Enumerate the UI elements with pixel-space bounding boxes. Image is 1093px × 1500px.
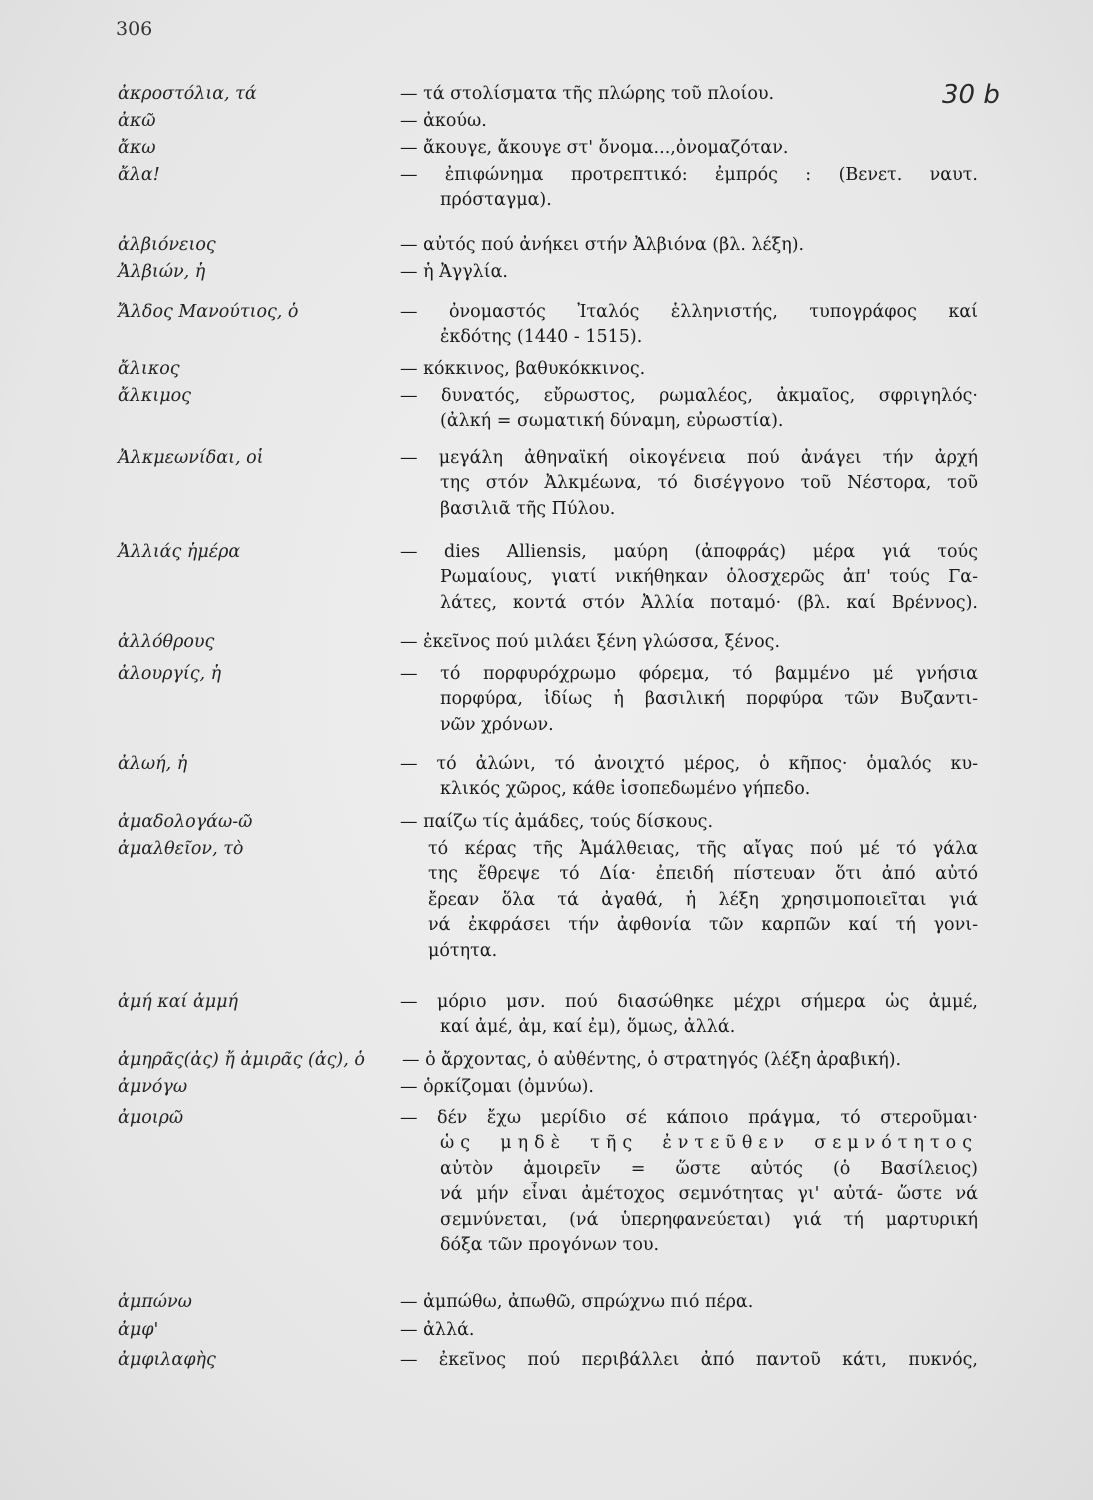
handwritten-note: 30 b — [942, 80, 1000, 110]
definition-line: — τό πορφυρόχρωμο φόρεμα, τό βαμμένο μέ γνήσια — [400, 664, 978, 684]
entry-headword: ἀμπώνω — [118, 1292, 192, 1312]
entry-definition — [400, 82, 978, 107]
entry-definition — [400, 752, 978, 803]
definition-line: νά μήν εἶναι ἀμέτοχος σεμνότητας γι' αὐτά- ὥστε νά — [440, 1184, 978, 1205]
definition-line: — τά στολίσματα τῆς πλώρης τοῦ πλοίου. — [400, 84, 775, 104]
entry-headword: ἄκω — [118, 138, 156, 158]
entry-headword: ἄλα! — [118, 165, 160, 185]
definition-line: — ἡ Ἀγγλία. — [400, 262, 508, 282]
definition-line: — ἐκεῖνος πού μιλάει ξένη γλώσσα, ξένος. — [400, 632, 781, 652]
entry-definition — [400, 1290, 978, 1315]
page-number: 306 — [116, 18, 153, 40]
definition-line: καί ἀμέ, ἀμ, καί ἐμ), ὅμως, ἀλλά. — [440, 1017, 736, 1038]
definition-line: δόξα τῶν προγόνων του. — [440, 1234, 660, 1255]
entry-definition — [400, 233, 978, 258]
definition-line: νά ἐκφράσει τήν ἀφθονία τῶν καρπῶν καί τή γονι- — [428, 915, 978, 936]
entry-definition — [400, 1348, 978, 1373]
entry-definition — [400, 357, 978, 382]
definition-line: — ὀνομαστός Ἰταλός ἑλληνιστής, τυπογράφος καί — [400, 302, 978, 322]
definition-line: — ὁ ἄρχοντας, ὁ αὐθέντης, ὁ στρατηγός (λέξη ἀραβική). — [402, 1050, 902, 1070]
entry-definition — [400, 662, 978, 738]
entry-definition — [400, 136, 978, 161]
entry-headword: ἀμηρᾶς(ἀς) ἤ ἀμιρᾶς (ἀς), ὁ — [118, 1050, 365, 1070]
definition-line: — παίζω τίς ἀμάδες, τούς δίσκους. — [400, 812, 714, 832]
entry-definition — [400, 446, 978, 522]
entry-headword: ἀμαδολογάω-ῶ — [118, 812, 253, 832]
definition-line: — ἀλλά. — [400, 1320, 475, 1340]
entry-headword: ἀλουργίς, ἡ — [118, 664, 222, 684]
definition-line: — αὐτός πού ἀνήκει στήν Ἀλβιόνα (βλ. λέξη). — [400, 235, 805, 255]
entry-headword: ἀμή καί ἀμμή — [118, 992, 239, 1012]
definition-line: μότητα. — [428, 940, 498, 961]
definition-line: — μόριο μσν. πού διασώθηκε μέχρι σήμερα ὡς ἀμμέ, — [400, 992, 978, 1012]
definition-line: αὐτὸν ἀμοιρεῖν = ὥστε αὐτός (ὁ Βασίλειος) — [440, 1158, 978, 1179]
entry-definition — [400, 990, 978, 1041]
entry-headword: ἄλκιμος — [118, 386, 191, 406]
definition-line: — τό ἀλώνι, τό ἀνοιχτό μέρος, ὁ κῆπος· ὁμαλός κυ- — [400, 754, 978, 774]
entry-definition — [400, 1048, 978, 1073]
entry-definition — [400, 163, 978, 214]
entry-headword: Ἀλκμεωνίδαι, οἱ — [118, 448, 264, 468]
entry-headword: ἀλλόθρους — [118, 632, 215, 652]
entry-headword: ἀμφιλαφὴς — [118, 1350, 216, 1370]
definition-line: κλικός χῶρος, κάθε ἰσοπεδωμένο γήπεδο. — [440, 779, 811, 800]
definition-line: — μεγάλη ἀθηναϊκή οἰκογένεια πού ἀνάγει τήν ἀρχή — [400, 448, 978, 468]
definition-line: — ἐπιφώνημα προτρεπτικό: ἐμπρός : (Βενετ. ναυτ. — [400, 165, 978, 185]
definition-line: της ἔθρεψε τό Δία· ἐπειδή πίστευαν ὅτι ἀπό αὐτό — [428, 864, 978, 885]
entry-definition — [400, 1075, 978, 1100]
entry-headword: ἀλωή, ἡ — [118, 754, 188, 774]
definition-line: σεμνύνεται, (νά ὑπερηφανεύεται) γιά τή μαρτυρική — [440, 1209, 978, 1230]
entry-headword: Ἀλβιών, ἡ — [118, 262, 206, 282]
definition-line: λάτες, κοντά στόν Ἀλλία ποταμό· (βλ. καί Βρέννος). — [440, 592, 978, 613]
entry-headword: ἀμνόγω — [118, 1077, 188, 1097]
definition-line: — ἀκούω. — [400, 111, 487, 131]
definition-line: — κόκκινος, βαθυκόκκινος. — [400, 359, 646, 379]
entry-definition — [400, 384, 978, 435]
definition-line: νῶν χρόνων. — [440, 714, 554, 735]
entry-definition — [400, 109, 978, 134]
definition-line: — δυνατός, εὔρωστος, ρωμαλέος, ἀκμαῖος, σφριγηλός· — [400, 386, 978, 406]
definition-line: — δέν ἔχω μερίδιο σέ κάποιο πράγμα, τό στεροῦμαι· — [400, 1108, 978, 1128]
entry-headword: ἀμφ' — [118, 1320, 159, 1340]
definition-line: — ὁρκίζομαι (ὀμνύω). — [400, 1077, 594, 1097]
definition-line: τό κέρας τῆς Ἀμάλθειας, τῆς αἴγας πού μέ τό γάλα — [428, 839, 978, 859]
entry-headword: ἀμαλθεῖον, τὸ — [118, 839, 244, 859]
entry-headword: ἀλβιόνειος — [118, 235, 216, 255]
entry-definition — [400, 260, 978, 285]
definition-line: βασιλιᾶ τῆς Πύλου. — [440, 498, 616, 519]
entry-definition — [400, 300, 978, 351]
entry-headword: ἀμοιρῶ — [118, 1108, 184, 1128]
definition-line: ὡς μηδὲ τῆς ἐντεῦθεν σεμνότητος — [440, 1133, 978, 1154]
entry-headword: Ἄλδος Μανούτιος, ὁ — [118, 302, 299, 322]
definition-line: ἐκδότης (1440 - 1515). — [440, 327, 643, 348]
definition-line: ἔρεαν ὅλα τά ἀγαθά, ἡ λέξη χρησιμοποιεῖται γιά — [428, 889, 978, 910]
entry-headword: ἀκῶ — [118, 111, 156, 131]
entry-definition — [400, 630, 978, 655]
definition-line: πορφύρα, ἰδίως ἡ βασιλική πορφύρα τῶν Βυζαντι- — [440, 689, 978, 710]
definition-line: (ἀλκή = σωματική δύναμη, εὐρωστία). — [440, 411, 784, 432]
entry-definition — [400, 540, 978, 616]
entry-definition — [428, 837, 978, 964]
definition-line: Ρωμαίους, γιατί νικήθηκαν ὁλοσχερῶς ἀπ' τούς Γα- — [440, 567, 978, 588]
entry-headword: ἀκροστόλια, τά — [118, 84, 257, 104]
definition-line: — ἐκεῖνος πού περιβάλλει ἀπό παντοῦ κάτι, πυκνός, — [400, 1350, 978, 1370]
entry-headword: Ἀλλιάς ἡμέρα — [118, 542, 241, 562]
definition-line: πρόσταγμα). — [440, 190, 552, 211]
entry-definition — [400, 1106, 978, 1258]
definition-line: της στόν Ἀλκμέωνα, τό δισέγγονο τοῦ Νέστορα, τοῦ — [440, 473, 978, 494]
entry-definition — [400, 1318, 978, 1343]
definition-line: — ἀμπώθω, ἀπωθῶ, σπρώχνω πιό πέρα. — [400, 1292, 754, 1312]
definition-line: — dies Alliensis, μαύρη (ἀποφράς) μέρα γιά τούς — [400, 542, 978, 562]
entry-definition — [400, 810, 978, 835]
definition-line: — ἄκουγε, ἄκουγε στ' ὄνομα...,ὀνομαζόταν. — [400, 138, 789, 158]
entry-headword: ἄλικος — [118, 359, 180, 379]
